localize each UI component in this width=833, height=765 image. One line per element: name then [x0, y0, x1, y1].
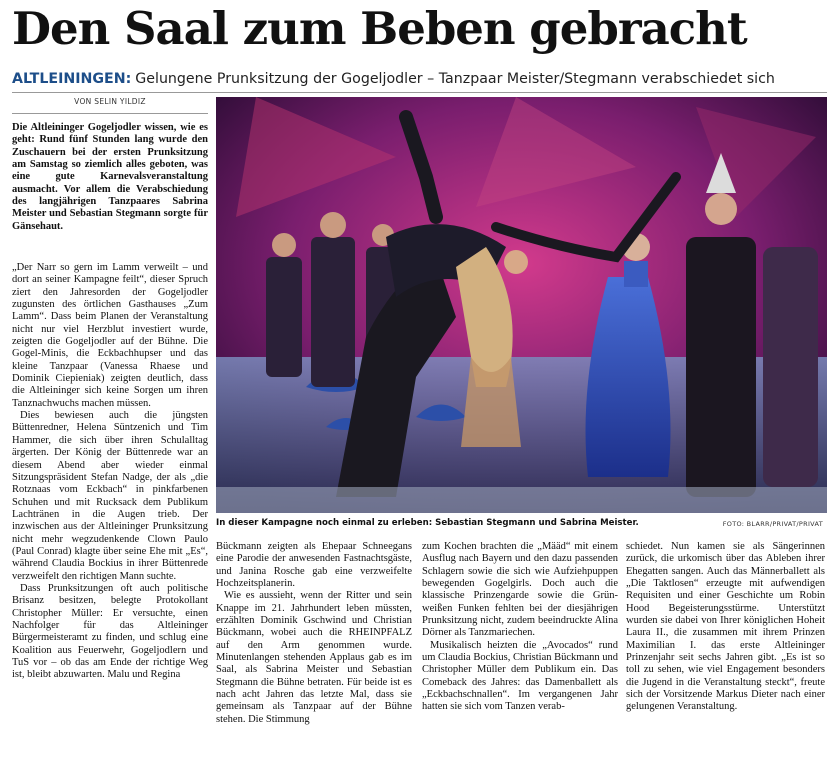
- lead-paragraph: Die Altleininger Gogeljodler wissen, wie es geht: Rund fünf Stunden lang wurde den Zuschauern bei der ersten Prunksitzung am Samstag so ziemlich alles geboten, was eine gute Karnevalsveranstaltung ausmacht. Vor allem die Verabschiedung des langjährigen Tanzpaares Sabrina Meister und Sebastian Stegmann sorgte für Gänsehaut.: [12, 122, 208, 232]
- header-divider: [12, 92, 827, 93]
- article-column-4: [626, 541, 825, 714]
- column-3-paragraph-2: Musikalisch heizten die „Avocados“ rund um Claudia Bockius, Christian Bückmann und Christopher Müller dem Publikum ein. Das Comeback des Jahres: das Damenballett als „Eckbachschnallen“. Im vergangenen Jahr hatten sie sich vom Tanzen verab-: [422, 639, 618, 713]
- article-column-2: [216, 541, 412, 726]
- caption-text: In dieser Kampagne noch einmal zu erleben: Sebastian Stegmann und Sabrina Meister.: [216, 518, 639, 528]
- byline-divider: [12, 113, 208, 114]
- article-column-1: [12, 262, 208, 682]
- photo-caption: [216, 517, 827, 529]
- column-1-paragraph-3: Dass Prunksitzungen oft auch politische Brisanz besitzen, belegte Protokollant Christopher Müller: Er versuchte, einen Nachfolger für das Altleininger Bürgermeisteramt zu finden, und schlug eine Koalition aus Feuerwehr, Gogeljodlern und TuS vor – ob das am Ende der richtige Weg ist, bleibt abzuwarten. Malu und Regina: [12, 582, 208, 681]
- stage-photo: [216, 97, 827, 513]
- byline: VON SELIN YILDIZ: [74, 97, 146, 106]
- column-4-paragraph-1: schiedet. Nun kamen sie als Sängerinnen zurück, die urkomisch über das Ableben ihrer Ehegatten sangen. Auch das Männerballett als „Die Taktlosen“ erzeugte mit aufwendigen Requisiten und einer Geschichte um Robin Hood Begeisterungsstürme. Unterstützt wurden sie dabei von Ihrer königlichen Hoheit Laura II., die zusammen mit ihrem Prinzen Maximilian I. das erste Altleininger Prinzenjahr seit sechs Jahren gibt. „Es ist so toll zu sehen, wie viel Engagement besonders die Jugend in die Veranstaltung steckt“, freute sich der Vorsitzende Markus Dieter nach einer gelungenen Veranstaltung.: [626, 541, 825, 713]
- column-2-paragraph-2: Wie es aussieht, wenn der Ritter und sein Knappe im 21. Jahrhundert leben müssten, erzählten Dominik Gschwind und Christian Bückmann, wobei auch die RHEINPFALZ auf den Arm genommen wurde. Minutenlangen stehenden Applaus gab es im Saal, als Sabrina Meister und Sebastian Stegmann die Bühne betraten. Für beide ist es nach acht Jahren das letzte Mal, dass sie gemeinsam als Tanzpaar auf der Bühne stehen. Die Stimmung: [216, 590, 412, 725]
- headline: Den Saal zum Beben gebracht: [12, 2, 747, 55]
- subline-text: Gelungene Prunksitzung der Gogeljodler – Tanzpaar Meister/Stegmann verabschiedet sich: [135, 71, 775, 87]
- column-3-paragraph-1: zum Kochen brachten die „Määd“ mit einem Ausflug nach Bayern und den dazu passenden Schlagern sowie die sich wie Aufziehpuppen bewegenden Gogelgirls. Doch auch die klassische Prinzengarde sowie die Grün-weißen Funken fehlten bei der diesjährigen Prunksitzung nicht, zudem beeindruckte Alina Dörner als Tanzmariechen.: [422, 541, 618, 639]
- subline: [12, 70, 827, 88]
- column-1-paragraph-2: Dies bewiesen auch die jüngsten Büttenredner, Helena Süntzenich und Tim Hammer, die sich über ihren Schulalltag ärgerten. Der König der Büttenrede war an diesem Abend aber wieder einmal Sitzungspräsident Stefan Nadge, der als „die Rotznaas vom Eckbach“ in pinkfarbenen Schuhen und mit Rucksack dem Publikum Lachtränen in die Augen trieb. Der inzwischen aus der Altleininger Prunksitzung nicht mehr wegzudenkende Clown Paulo (Paul Conrad) klagte über seine Ehe mit „Es“, während Claudia Bockius in ihrer Büttenrede verzweifelt den richtigen Mann suchte.: [12, 410, 208, 582]
- column-2-paragraph-1: Bückmann zeigten als Ehepaar Schneegans eine Parodie der anwesenden Fastnachtsgäste, und Janina Rosche gab eine verzweifelte Hochzeitsplanerin.: [216, 541, 412, 590]
- photo-credit: FOTO: BLARR/PRIVAT/PRIVAT: [722, 520, 823, 528]
- subline-kicker: ALTLEININGEN:: [12, 71, 132, 87]
- article-column-3: [422, 541, 618, 714]
- column-1-paragraph-1: „Der Narr so gern im Lamm verweilt – und dort an seiner Kampagne feilt“, dieser Spruch ziert den Jahresorden der Gogeljodler zugunsten des örtlichen Gasthauses „Zum Lamm“. Dass beim Planen der Veranstaltung nicht nur viel Herzblut investiert wurde, zeigten die Gogeljodler auf der Bühne. Die Gogel-Minis, die Eckbachhupser und das kleine Tanzpaar (Vanessa Rhaese und Dominik Ciepieniak) zeigten deutlich, dass die Altleininger sich keine Sorgen um ihren Tanznachwuchs machen müssen.: [12, 262, 208, 409]
- dance-photo-image: [216, 97, 827, 513]
